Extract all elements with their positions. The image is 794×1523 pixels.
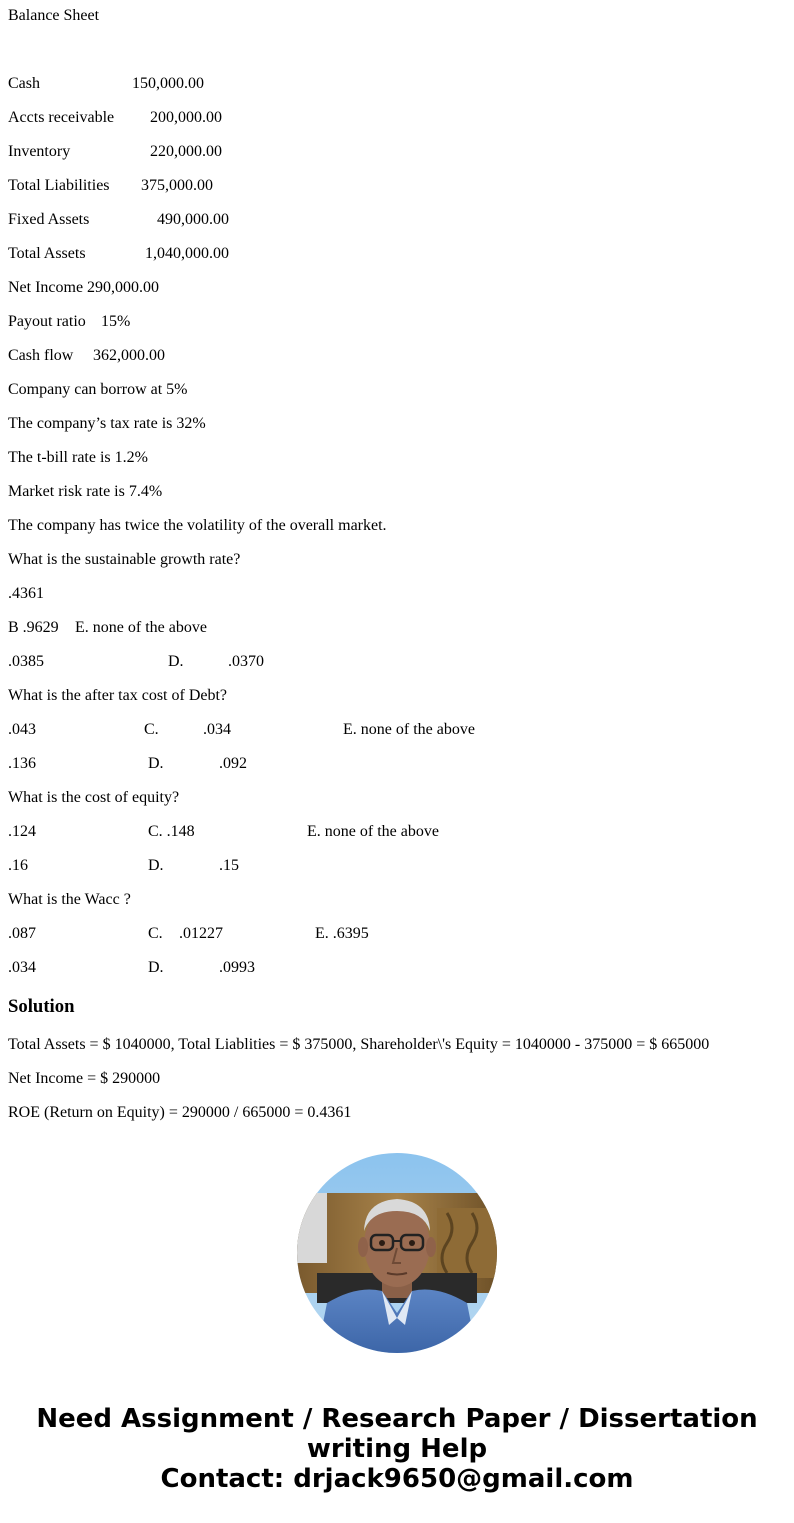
answer-option: .124 (8, 823, 36, 840)
fact-line: The company has twice the volatility of the overall market. (8, 517, 387, 534)
author-avatar (297, 1153, 497, 1353)
balance-label: Net Income (8, 279, 84, 296)
fact-line: Company can borrow at 5% (8, 381, 188, 398)
balance-label: Inventory (8, 143, 71, 160)
balance-value: 220,000.00 (150, 143, 222, 160)
answer-option: E. none of the above (75, 619, 207, 636)
balance-value: 200,000.00 (150, 109, 222, 126)
answer-option: B .9629 (8, 619, 59, 636)
balance-label: Accts receivable (8, 109, 115, 126)
contact-banner (0, 1404, 794, 1494)
page-title: Balance Sheet (8, 7, 100, 24)
banner-line: writing Help (306, 1434, 488, 1464)
answer-option: .043 (8, 721, 36, 738)
answer-option: .034 (203, 721, 231, 738)
answer-option-letter: D. (148, 959, 164, 976)
answer-option: .16 (8, 857, 28, 874)
answer-option: E. none of the above (307, 823, 439, 840)
fact-line: The company’s tax rate is 32% (8, 415, 206, 432)
fact-line: Market risk rate is 7.4% (8, 483, 163, 500)
contact-email: Contact: drjack9650@gmail.com (160, 1464, 634, 1494)
balance-label: Payout ratio (8, 313, 86, 330)
balance-value: 375,000.00 (141, 177, 213, 194)
answer-option: .0370 (228, 653, 264, 670)
question-text: What is the Wacc ? (8, 891, 131, 908)
solution-line: Total Assets = $ 1040000, Total Liablities = $ 375000, Shareholder\'s Equity = 1040000 - 375000 = $ 665000 (8, 1036, 710, 1053)
question-text: What is the sustainable growth rate? (8, 551, 241, 568)
answer-option: .087 (8, 925, 36, 942)
answer-option: .034 (8, 959, 36, 976)
solution-heading: Solution (8, 996, 75, 1017)
answer-option: .15 (219, 857, 239, 874)
balance-value: 150,000.00 (132, 75, 204, 92)
balance-value: 490,000.00 (157, 211, 229, 228)
answer-option: .4361 (8, 585, 44, 602)
balance-value: 362,000.00 (93, 347, 165, 364)
balance-label: Total Liabilities (8, 177, 110, 194)
fact-line: The t-bill rate is 1.2% (8, 449, 148, 466)
answer-option: .01227 (179, 925, 223, 942)
answer-option: .092 (219, 755, 247, 772)
answer-option-letter: D. (168, 653, 184, 670)
banner-line: Need Assignment / Research Paper / Dissertation (36, 1404, 758, 1434)
balance-value: 1,040,000.00 (145, 245, 229, 262)
question-text: What is the cost of equity? (8, 789, 180, 806)
balance-label: Cash flow (8, 347, 74, 364)
balance-value: 290,000.00 (87, 279, 159, 296)
answer-option-letter: C. (144, 721, 159, 738)
balance-value: 15% (101, 313, 131, 330)
answer-option: .0385 (8, 653, 44, 670)
solution-line: Net Income = $ 290000 (8, 1070, 161, 1087)
answer-option: .0993 (219, 959, 255, 976)
balance-label: Cash (8, 75, 40, 92)
answer-option-letter: D. (148, 857, 164, 874)
balance-label: Fixed Assets (8, 211, 90, 228)
answer-option: .136 (8, 755, 36, 772)
answer-option: E. none of the above (343, 721, 475, 738)
question-text: What is the after tax cost of Debt? (8, 687, 228, 704)
answer-option: E. .6395 (315, 925, 369, 942)
answer-option: C. .148 (148, 823, 195, 840)
answer-option-letter: C. (148, 925, 163, 942)
answer-option-letter: D. (148, 755, 164, 772)
solution-line: ROE (Return on Equity) = 290000 / 665000 = 0.4361 (8, 1104, 352, 1121)
balance-label: Total Assets (8, 245, 86, 262)
